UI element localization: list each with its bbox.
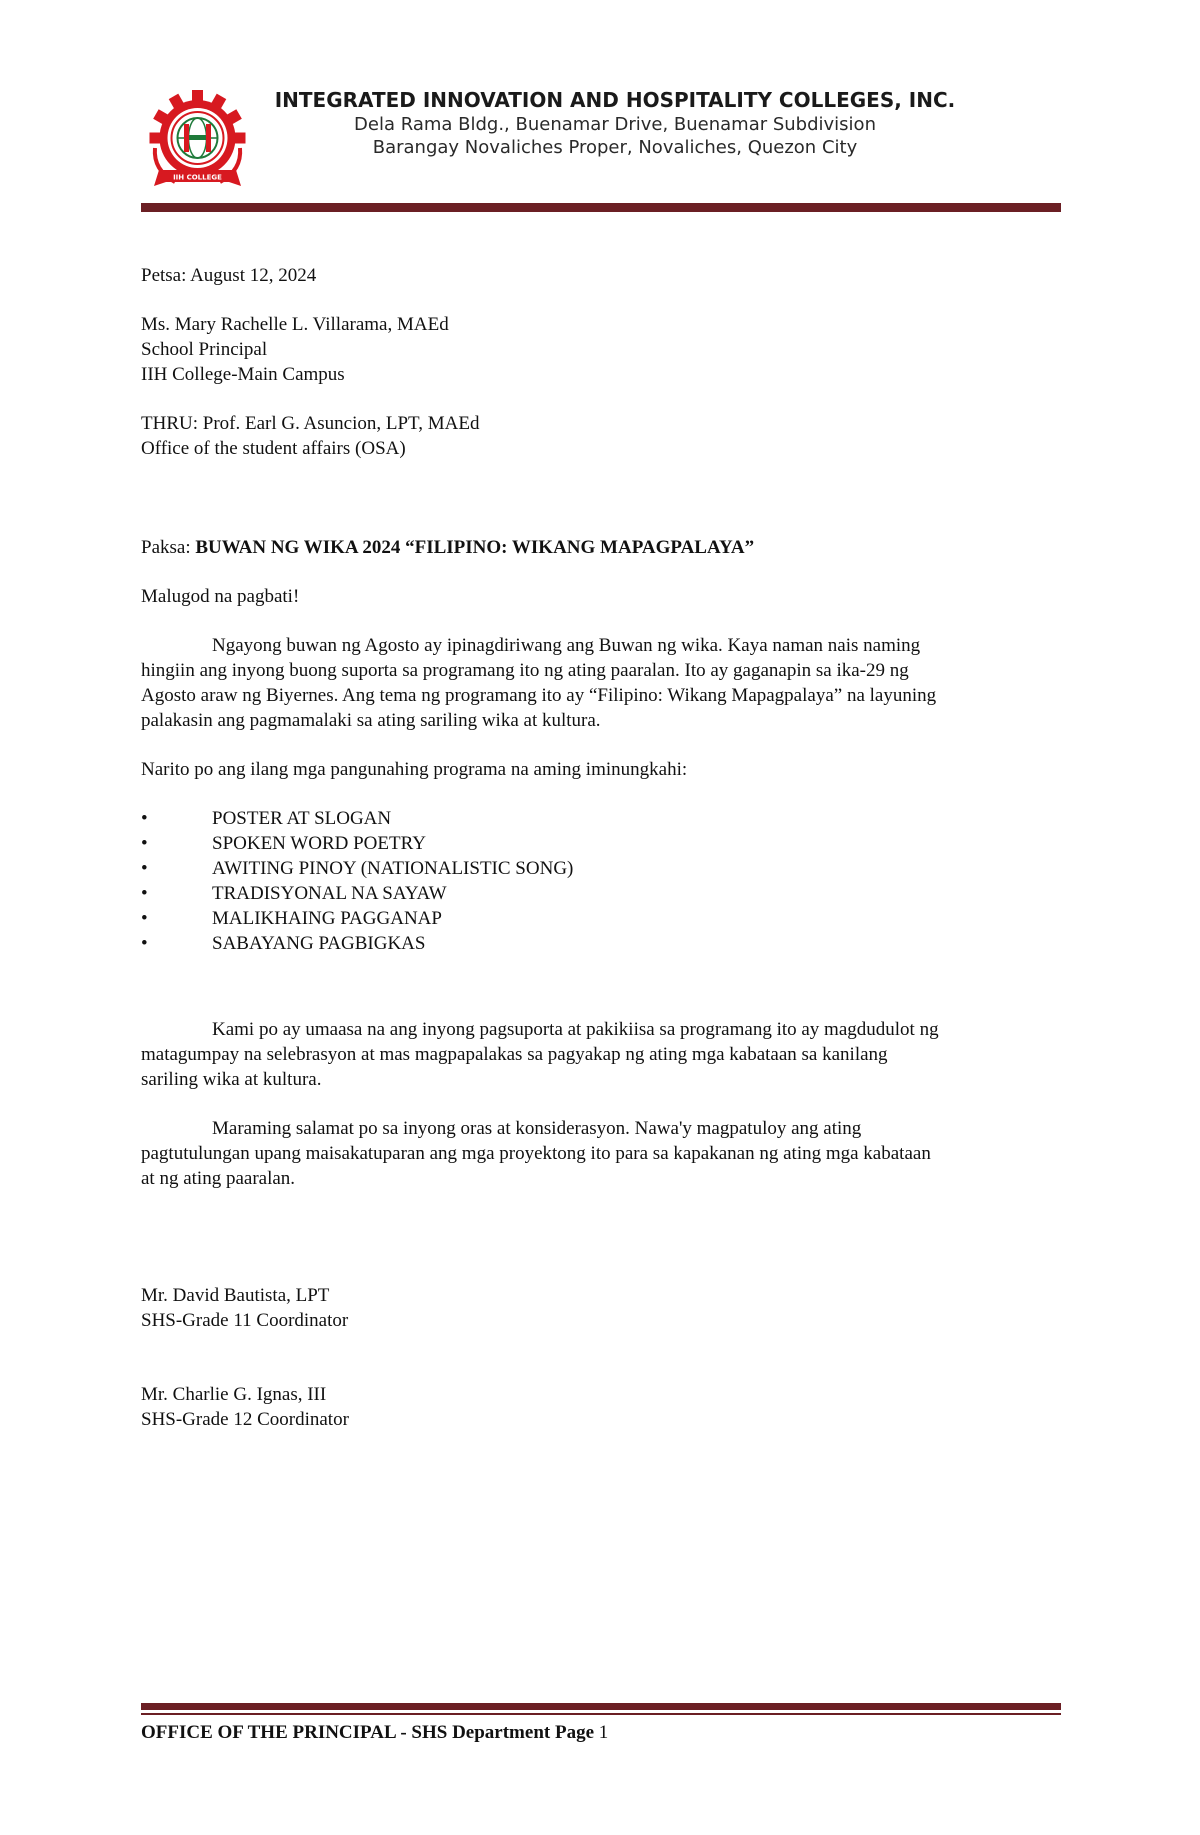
address-line-2: Barangay Novaliches Proper, Novaliches, Quezon City bbox=[372, 137, 858, 158]
page-footer bbox=[141, 1722, 608, 1744]
paragraph-line: hingiin ang inyong buong suporta sa programang ito ng ating paaralan. Ito ay gaganapin sa ika-29 ng bbox=[141, 660, 909, 681]
bullet-icon: • bbox=[141, 933, 148, 954]
subject-title: BUWAN NG WIKA 2024 “FILIPINO: WIKANG MAPAGPALAYA” bbox=[195, 537, 755, 558]
signatory-title: SHS-Grade 11 Coordinator bbox=[141, 1310, 349, 1331]
footer-page-number: 1 bbox=[598, 1722, 609, 1743]
school-name: INTEGRATED INNOVATION AND HOSPITALITY COLLEGES, INC. bbox=[274, 88, 956, 112]
footer-page-label: Page bbox=[554, 1722, 595, 1743]
thru-office: Office of the student affairs (OSA) bbox=[141, 438, 406, 459]
letter-date: Petsa: August 12, 2024 bbox=[141, 265, 317, 286]
paragraph-line: Agosto araw ng Biyernes. Ang tema ng programang ito ay “Filipino: Wikang Mapagpalaya” na layuning bbox=[141, 685, 937, 706]
greeting: Malugod na pagbati! bbox=[141, 586, 300, 607]
signatory-title: SHS-Grade 12 Coordinator bbox=[141, 1409, 349, 1430]
paragraph-line: at ng ating paaralan. bbox=[141, 1168, 296, 1189]
paragraph-line: Maraming salamat po sa inyong oras at konsiderasyon. Nawa'y magpatuloy ang ating bbox=[212, 1118, 862, 1139]
signatory-name: Mr. Charlie G. Ignas, III bbox=[141, 1384, 327, 1405]
paragraph-line: pagtutulungan upang maisakatuparan ang mga proyektong ito para sa kapakanan ng ating mga kabataan bbox=[141, 1143, 931, 1164]
bullet-icon: • bbox=[141, 883, 148, 904]
paragraph-line: sariling wika at kultura. bbox=[141, 1069, 322, 1090]
thru-name: THRU: Prof. Earl G. Asuncion, LPT, MAEd bbox=[141, 413, 480, 434]
footer-divider bbox=[141, 1703, 1061, 1710]
paragraph-line: palakasin ang pagmamalaki sa ating sariling wika at kultura. bbox=[141, 710, 601, 731]
program-item: AWITING PINOY (NATIONALISTIC SONG) bbox=[212, 858, 574, 879]
programs-intro: Narito po ang ilang mga pangunahing programa na aming iminungkahi: bbox=[141, 759, 688, 780]
paragraph-line: Kami po ay umaasa na ang inyong pagsuporta at pakikiisa sa programang ito ay magdudulot ng bbox=[212, 1019, 939, 1040]
paragraph-line: Ngayong buwan ng Agosto ay ipinagdiriwang ang Buwan ng wika. Kaya naman nais naming bbox=[212, 635, 921, 656]
paragraph-line: matagumpay na selebrasyon at mas magpapalakas sa pagyakap ng ating mga kabataan sa kanilang bbox=[141, 1044, 888, 1065]
program-item: TRADISYONAL NA SAYAW bbox=[212, 883, 447, 904]
program-item: MALIKHAING PAGGANAP bbox=[212, 908, 442, 929]
bullet-icon: • bbox=[141, 858, 148, 879]
subject-label: Paksa: bbox=[141, 537, 191, 558]
program-item: SABAYANG PAGBIGKAS bbox=[212, 933, 426, 954]
address-line-1: Dela Rama Bldg., Buenamar Drive, Buenamar Subdivision bbox=[354, 114, 876, 135]
signatory-name: Mr. David Bautista, LPT bbox=[141, 1285, 330, 1306]
recipient-campus: IIH College-Main Campus bbox=[141, 364, 345, 385]
bullet-icon: • bbox=[141, 908, 148, 929]
bullet-icon: • bbox=[141, 808, 148, 829]
bullet-icon: • bbox=[141, 833, 148, 854]
program-item: POSTER AT SLOGAN bbox=[212, 808, 392, 829]
footer-office: OFFICE OF THE PRINCIPAL - SHS Department bbox=[141, 1722, 551, 1743]
program-item: SPOKEN WORD POETRY bbox=[212, 833, 426, 854]
subject-line bbox=[141, 535, 754, 560]
recipient-name: Ms. Mary Rachelle L. Villarama, MAEd bbox=[141, 314, 449, 335]
header-divider bbox=[141, 203, 1061, 212]
footer-divider-thin bbox=[141, 1713, 1061, 1715]
recipient-position: School Principal bbox=[141, 339, 268, 360]
logo-ribbon-text: IIH COLLEGE bbox=[173, 173, 222, 182]
